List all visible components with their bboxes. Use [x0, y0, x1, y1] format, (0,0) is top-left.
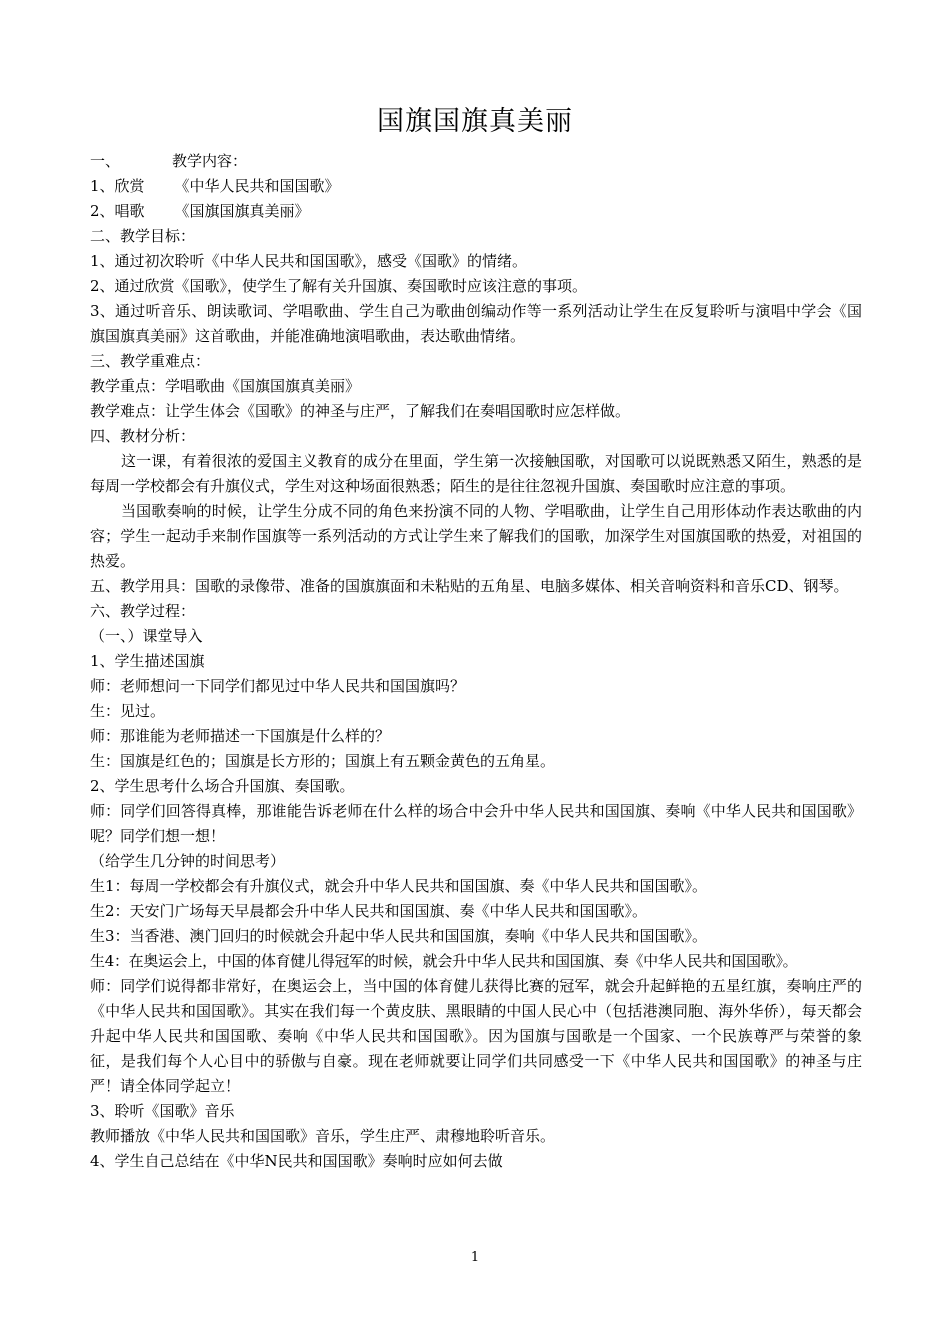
dialogue-line: 生1：每周一学校都会有升旗仪式，就会升中华人民共和国国旗、奏《中华人民共和国国歌》。 — [90, 877, 708, 895]
dialogue-line: 生3：当香港、澳门回归的时候就会升起中华人民共和国国旗，奏响《中华人民共和国国歌》。 — [90, 927, 708, 945]
dialogue-line: 教师播放《中华人民共和国国歌》音乐，学生庄严、肃穆地聆听音乐。 — [90, 1127, 556, 1145]
goal-1: 1、通过初次聆听《中华人民共和国国歌》，感受《国歌》的情绪。 — [90, 252, 528, 270]
step-heading: （一、）课堂导入 — [90, 627, 203, 645]
document-body — [90, 149, 862, 1174]
difficult-point: 教学难点：让学生体会《国歌》的神圣与庄严，了解我们在奏唱国歌时应怎样做。 — [90, 402, 631, 420]
dialogue-paragraph: 师：同学们回答得真棒，那谁能告诉老师在什么样的场合中会升中华人民共和国国旗、奏响《中华人民共和国国歌》呢？同学们想一想！ — [90, 802, 862, 845]
dialogue-line: 师：老师想问一下同学们都见过中华人民共和国国旗吗？ — [90, 677, 466, 695]
goal-2: 2、通过欣赏《国歌》，使学生了解有关升国旗、奏国歌时应该注意的事项。 — [90, 277, 588, 295]
dialogue-line: 生4：在奥运会上，中国的体育健儿得冠军的时候，就会升中华人民共和国国旗、奏《中华人民共和国国歌》。 — [90, 952, 798, 970]
dialogue-line: 生2：天安门广场每天早晨都会升中华人民共和国国旗、奏《中华人民共和国国歌》。 — [90, 902, 648, 920]
analysis-paragraph-2: 当国歌奏响的时候，让学生分成不同的角色来扮演不同的人物、学唱歌曲，让学生自己用形体动作表达歌曲的内容；学生一起动手来制作国旗等一系列活动的方式让学生来了解我们的国歌，加深学生对国旗国歌的热爱，对祖国的热爱。 — [90, 502, 862, 570]
key-point: 教学重点：学唱歌曲《国旗国旗真美丽》 — [90, 377, 361, 395]
dialogue-line: 生：见过。 — [90, 702, 166, 720]
analysis-paragraph-1: 这一课，有着很浓的爱国主义教育的成分在里面，学生第一次接触国歌，对国歌可以说既熟悉又陌生，熟悉的是每周一学校都会有升旗仪式，学生对这种场面很熟悉；陌生的是往往忽视升国旗、奏国歌时应注意的事项。 — [90, 452, 862, 495]
section-heading-keypoints: 三、教学重难点： — [90, 352, 211, 370]
goal-3: 3、通过听音乐、朗读歌词、学唱歌曲、学生自己为歌曲创编动作等一系列活动让学生在反复聆听与演唱中学会《国旗国旗真美丽》这首歌曲，并能准确地演唱歌曲，表达歌曲情绪。 — [90, 302, 862, 345]
document-title: 国旗国旗真美丽 — [377, 106, 573, 137]
dialogue-line: 师：那谁能为老师描述一下国旗是什么样的？ — [90, 727, 391, 745]
dialogue-line: 生：国旗是红色的；国旗是长方形的；国旗上有五颗金黄色的五角星。 — [90, 752, 556, 770]
process-item-4: 4、学生自己总结在《中华N民共和国国歌》奏响时应如何去做 — [90, 1152, 503, 1170]
section-heading-analysis: 四、教材分析： — [90, 427, 196, 445]
content-item-1: 1、欣赏 《中华人民共和国国歌》 — [90, 177, 340, 195]
section-heading-goals: 二、教学目标： — [90, 227, 196, 245]
section-number: 一、 — [90, 152, 121, 170]
section-title: 教学内容： — [172, 152, 248, 170]
process-item-3: 3、聆听《国歌》音乐 — [90, 1102, 235, 1120]
process-item-1: 1、学生描述国旗 — [90, 652, 205, 670]
page-number: 1 — [470, 1250, 480, 1265]
section-heading-content — [90, 149, 862, 174]
content-item-2: 2、唱歌 《国旗国旗真美丽》 — [90, 202, 310, 220]
process-item-2: 2、学生思考什么场合升国旗、奏国歌。 — [90, 777, 355, 795]
dialogue-paragraph: 师：同学们说得都非常好，在奥运会上，当中国的体育健儿获得比赛的冠军，就会升起鲜艳的五星红旗，奏响庄严的《中华人民共和国国歌》。其实在我们每一个黄皮肤、黑眼睛的中国人民心中（包括港澳同胞、海外华侨），每天都会升起中华人民共和国国歌、奏响《中华人民共和国国歌》。因为国旗与国歌是一个国家、一个民族尊严与荣誉的象征，是我们每个人心目中的骄傲与自豪。现在老师就要让同学们共同感受一下《中华人民共和国国歌》的神圣与庄严！请全体同学起立！ — [90, 977, 862, 1095]
section-heading-process: 六、教学过程： — [90, 602, 196, 620]
section-teaching-tools: 五、教学用具：国歌的录像带、准备的国旗旗面和未粘贴的五角星、电脑多媒体、相关音响资料和音乐CD、钢琴。 — [90, 577, 849, 595]
dialogue-line: （给学生几分钟的时间思考） — [90, 852, 286, 870]
